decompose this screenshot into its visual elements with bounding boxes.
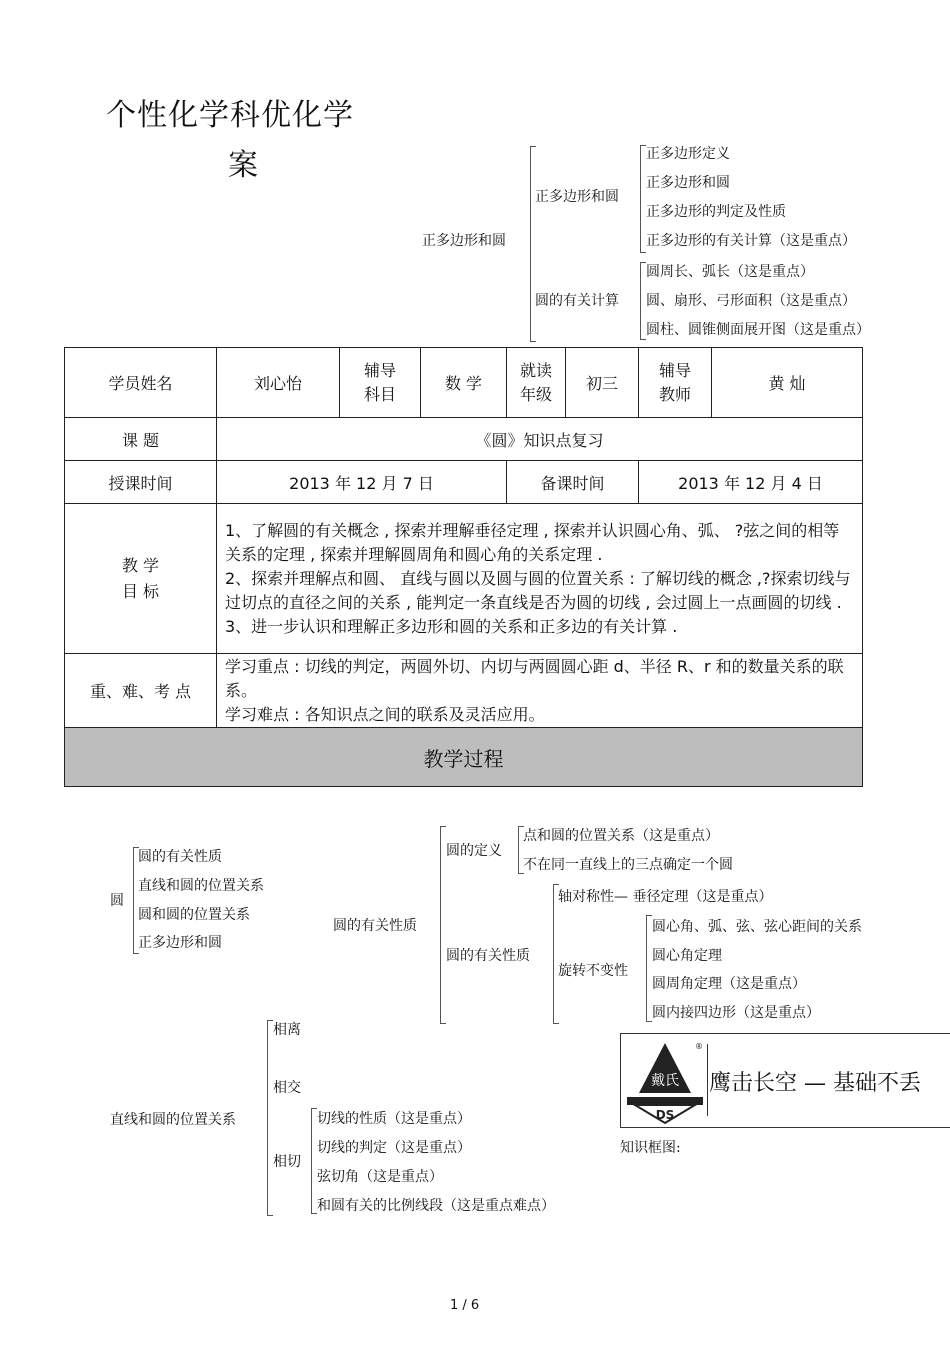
goals-label: 教 学 目 标 xyxy=(65,504,217,654)
def-item: 不在同一直线上的三点确定一个圆 xyxy=(523,857,733,873)
student-name: 刘心怡 xyxy=(217,348,340,418)
prop-axis: 轴对称性— 垂径定理（这是重点） xyxy=(558,889,773,905)
framework-label: 知识框图: xyxy=(620,1140,681,1156)
branch2-item: 圆、扇形、弓形面积（这是重点） xyxy=(646,293,856,309)
table-row xyxy=(65,348,863,418)
brace-top-root xyxy=(530,146,531,342)
page-title-line1: 个性化学科优化学 xyxy=(106,98,354,133)
goal-item: 1、了解圆的有关概念 , 探索并理解垂径定理 , 探索并认识圆心角、弧、 ?弦之间的相等关系的定理 , 探索并理解圆周角和圆心角的关系定理 . xyxy=(225,520,840,564)
topic-value: 《圆》知识点复习 xyxy=(217,418,863,461)
subject-label: 辅导 科目 xyxy=(340,348,421,418)
table-row xyxy=(65,418,863,461)
goal-item: 2、探索并理解点和圆、 直线与圆以及圆与圆的位置关系 : 了解切线的概念 ,?探索切线与过切点的直径之间的关系 , 能判定一条直线是否为圆的切线 , 会过圆上一点画圆的切线 . xyxy=(225,568,851,612)
branch2-item: 圆周长、弧长（这是重点） xyxy=(646,264,814,280)
rot-item: 圆周角定理（这是重点） xyxy=(652,976,806,992)
key-item: 学习重点 : 切线的判定，两圆外切、内切与两圆圆心距 d、半径 R、r 和的数量关系的联系。 xyxy=(225,656,844,700)
svg-text:DS: DS xyxy=(655,1108,675,1122)
prep-label: 备课时间 xyxy=(507,461,639,504)
brace-mid xyxy=(440,826,441,1024)
branch1-item: 正多边形和圆 xyxy=(646,175,730,191)
key-label: 重、难、考 点 xyxy=(65,654,217,728)
tangent-item: 切线的判定（这是重点） xyxy=(317,1140,471,1156)
tangent-item: 弦切角（这是重点） xyxy=(317,1169,443,1185)
slogan: 鹰击长空 — 基础不丢 xyxy=(709,1071,921,1096)
mid-prop-label: 圆的有关性质 xyxy=(446,948,530,964)
tree-top-root: 正多边形和圆 xyxy=(422,233,506,249)
lesson-info-table xyxy=(64,347,863,787)
prop-rotation: 旋转不变性 xyxy=(558,963,628,979)
tree-mid-root: 圆的有关性质 xyxy=(333,918,417,934)
brace-branch1 xyxy=(640,145,641,253)
brace-def xyxy=(518,826,519,874)
brace-tangent xyxy=(311,1108,312,1214)
branch1-item: 正多边形定义 xyxy=(646,146,730,162)
branch1-item: 正多边形的判定及性质 xyxy=(646,204,786,220)
tree-top-branch2: 圆的有关计算 xyxy=(535,293,619,309)
left-item: 直线和圆的位置关系 xyxy=(138,878,264,894)
branch1-item: 正多边形的有关计算（这是重点） xyxy=(646,233,856,249)
key-item: 学习难点 : 各知识点之间的联系及灵活应用。 xyxy=(225,704,545,724)
table-row xyxy=(65,461,863,504)
brace-branch2 xyxy=(640,262,641,340)
svg-text:戴氏: 戴氏 xyxy=(651,1073,679,1089)
table-row xyxy=(65,728,863,787)
rot-item: 圆心角定理 xyxy=(652,948,722,964)
svg-text:®: ® xyxy=(695,1042,703,1051)
page-number: 1 / 6 xyxy=(450,1298,480,1313)
tangent-item: 切线的性质（这是重点） xyxy=(317,1111,471,1127)
table-row xyxy=(65,654,863,728)
tree-line-root: 直线和圆的位置关系 xyxy=(110,1112,236,1128)
time-value: 2013 年 12 月 7 日 xyxy=(217,461,507,504)
tree-left-root: 圆 xyxy=(110,893,124,909)
brace-prop xyxy=(553,884,554,1024)
brace-left xyxy=(133,847,134,954)
page-title-line2: 案 xyxy=(228,148,259,183)
process-header: 教学过程 xyxy=(65,728,863,787)
grade-label: 就读 年级 xyxy=(507,348,566,418)
student-label: 学员姓名 xyxy=(65,348,217,418)
left-item: 圆和圆的位置关系 xyxy=(138,907,250,923)
table-row xyxy=(65,504,863,654)
left-item: 正多边形和圆 xyxy=(138,935,222,951)
grade-value: 初三 xyxy=(566,348,639,418)
rot-item: 圆内接四边形（这是重点） xyxy=(652,1005,820,1021)
tangent-item: 和圆有关的比例线段（这是重点难点） xyxy=(317,1198,555,1214)
prep-value: 2013 年 12 月 4 日 xyxy=(639,461,863,504)
ds-logo-icon xyxy=(621,1035,709,1125)
tree-top-branch1: 正多边形和圆 xyxy=(535,189,619,205)
line-item: 相离 xyxy=(273,1022,301,1038)
left-item: 圆的有关性质 xyxy=(138,849,222,865)
mid-def-label: 圆的定义 xyxy=(446,843,502,859)
subject-value: 数 学 xyxy=(421,348,507,418)
time-label: 授课时间 xyxy=(65,461,217,504)
logo-divider xyxy=(707,1044,708,1116)
goals-cell xyxy=(217,504,863,654)
topic-label: 课 题 xyxy=(65,418,217,461)
key-cell xyxy=(217,654,863,728)
branch2-item: 圆柱、圆锥侧面展开图（这是重点） xyxy=(646,322,870,338)
logo-banner xyxy=(620,1033,950,1128)
teacher-label: 辅导 教师 xyxy=(639,348,712,418)
teacher-value: 黄 灿 xyxy=(712,348,863,418)
def-item: 点和圆的位置关系（这是重点） xyxy=(523,828,719,844)
brace-rot xyxy=(646,915,647,1022)
brace-line xyxy=(267,1020,268,1216)
line-item: 相交 xyxy=(273,1080,301,1096)
rot-item: 圆心角、弧、弦、弦心距间的关系 xyxy=(652,919,862,935)
goal-item: 3、进一步认识和理解正多边形和圆的关系和正多边的有关计算 . xyxy=(225,616,678,636)
line-item: 相切 xyxy=(273,1154,301,1170)
